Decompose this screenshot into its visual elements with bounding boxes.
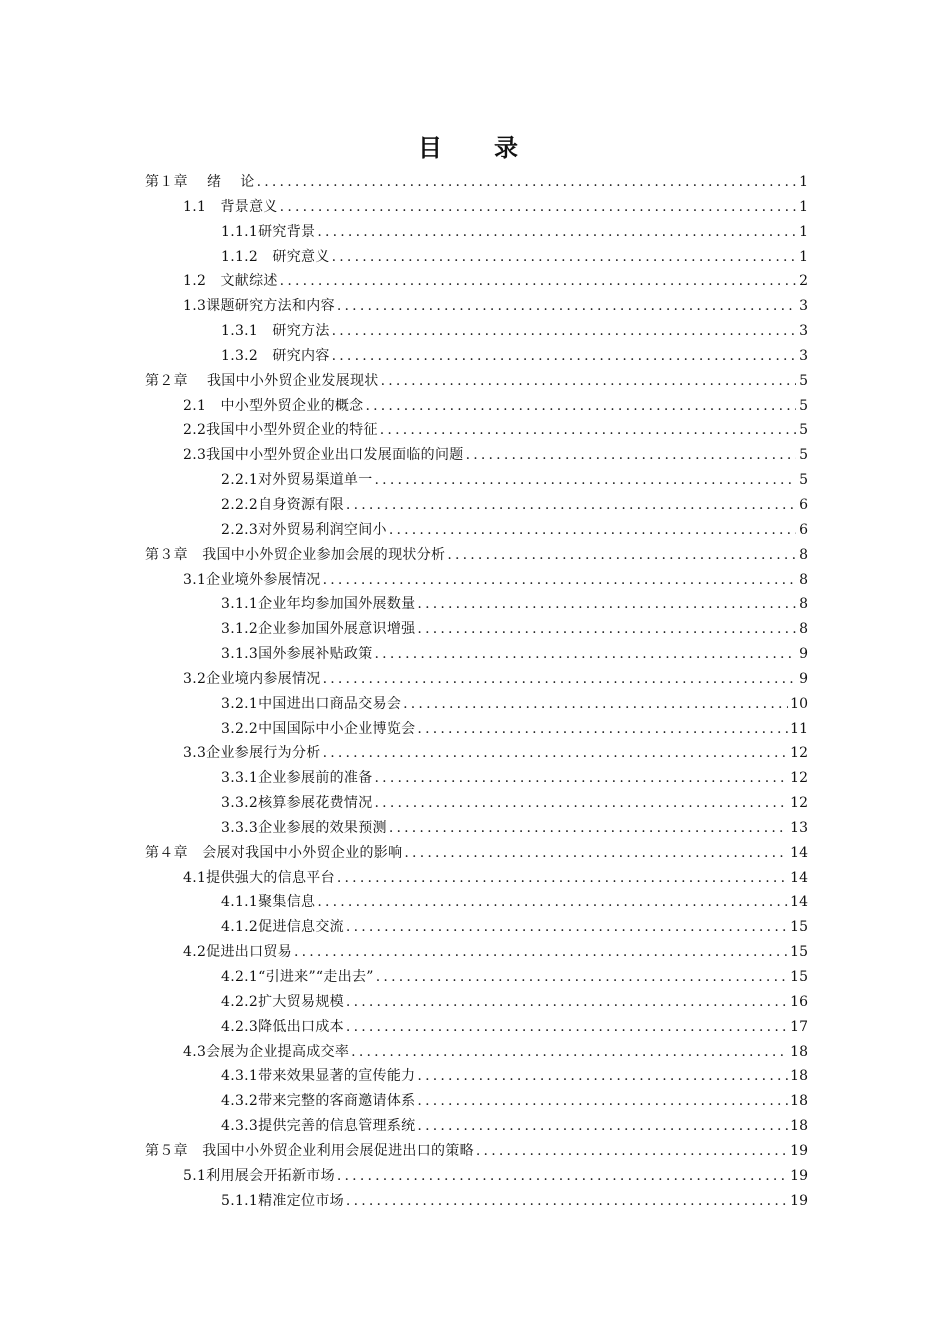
table-of-contents — [145, 170, 808, 1213]
toc-entry[interactable] — [145, 1164, 808, 1189]
toc-entry-title: 4.2促进出口贸易 — [183, 944, 292, 961]
toc-entry[interactable] — [145, 717, 808, 742]
toc-entry-title: 1.2 文献综述 — [183, 273, 278, 290]
toc-entry[interactable] — [145, 468, 808, 493]
toc-entry-title: 2.2.3对外贸易利润空间小 — [221, 521, 387, 538]
toc-entry[interactable] — [145, 394, 808, 419]
page-title: 目 录 — [418, 134, 532, 162]
toc-entry[interactable] — [145, 1089, 808, 1114]
toc-entry-title: 4.1.2促进信息交流 — [221, 919, 344, 936]
toc-entry-title: 5.1利用展会开拓新市场 — [183, 1167, 335, 1184]
toc-leader-dots — [332, 245, 796, 270]
toc-entry[interactable] — [145, 915, 808, 940]
toc-leader-dots — [417, 592, 796, 617]
toc-page-number: 12 — [790, 770, 808, 787]
toc-entry-title: 4.2.2扩大贸易规模 — [221, 993, 344, 1010]
toc-entry[interactable] — [145, 294, 808, 319]
toc-entry[interactable] — [145, 195, 808, 220]
toc-entry-title: 2.2.1对外贸易渠道单一 — [221, 472, 373, 489]
toc-entry-title: 3.1.2企业参加国外展意识增强 — [221, 621, 416, 638]
toc-page-number: 5 — [799, 397, 808, 414]
toc-leader-dots — [346, 493, 796, 518]
toc-page-number: 5 — [799, 422, 808, 439]
toc-entry[interactable] — [145, 940, 808, 965]
toc-entry-title: 4.2.3降低出口成本 — [221, 1018, 344, 1035]
toc-leader-dots — [417, 1089, 788, 1114]
toc-entry-title: 4.2.1“引进来”“走出去” — [221, 969, 374, 985]
toc-leader-dots — [476, 1139, 788, 1164]
toc-entry[interactable] — [145, 841, 808, 866]
toc-leader-dots — [404, 841, 788, 866]
toc-page-number: 8 — [799, 571, 808, 588]
toc-leader-dots — [351, 1040, 788, 1065]
toc-leader-dots — [466, 443, 796, 468]
toc-leader-dots — [323, 741, 789, 766]
toc-page-number: 13 — [790, 819, 808, 836]
toc-entry[interactable] — [145, 245, 808, 270]
toc-leader-dots — [332, 344, 796, 369]
toc-entry[interactable] — [145, 791, 808, 816]
toc-entry[interactable] — [145, 667, 808, 692]
toc-page-number: 17 — [790, 1018, 808, 1035]
toc-page-number: 11 — [790, 720, 808, 737]
toc-entry-title: 5.1.1精准定位市场 — [221, 1192, 344, 1209]
toc-page-number: 5 — [799, 372, 808, 389]
toc-entry[interactable] — [145, 741, 808, 766]
toc-page-number: 6 — [799, 496, 808, 513]
toc-entry[interactable] — [145, 344, 808, 369]
toc-entry[interactable] — [145, 1189, 808, 1214]
toc-entry[interactable] — [145, 443, 808, 468]
toc-leader-dots — [381, 369, 796, 394]
toc-entry-title: 3.3企业参展行为分析 — [183, 745, 321, 762]
toc-entry[interactable] — [145, 990, 808, 1015]
toc-page-number: 18 — [790, 1043, 808, 1060]
toc-entry[interactable] — [145, 319, 808, 344]
toc-leader-dots — [389, 816, 788, 841]
toc-page-number: 5 — [799, 472, 808, 489]
toc-leader-dots — [280, 269, 796, 294]
toc-entry[interactable] — [145, 269, 808, 294]
toc-page-number: 8 — [799, 596, 808, 613]
toc-entry[interactable] — [145, 890, 808, 915]
toc-entry[interactable] — [145, 220, 808, 245]
toc-entry-title: 1.3课题研究方法和内容 — [183, 298, 335, 315]
toc-entry-title: 3.2企业境内参展情况 — [183, 670, 321, 687]
toc-page-number: 15 — [790, 919, 808, 936]
toc-page-number: 5 — [799, 447, 808, 464]
toc-entry-title: 1.1.2 研究意义 — [221, 248, 330, 265]
toc-entry[interactable] — [145, 543, 808, 568]
toc-entry-title: 3.2.1中国进出口商品交易会 — [221, 695, 402, 712]
toc-entry[interactable] — [145, 1015, 808, 1040]
toc-entry-title: 4.3.1带来效果显著的宣传能力 — [221, 1068, 416, 1085]
toc-leader-dots — [317, 220, 796, 245]
toc-page-number: 16 — [790, 993, 808, 1010]
toc-entry-title: 1.1 背景意义 — [183, 198, 278, 215]
toc-leader-dots — [417, 717, 788, 742]
toc-entry[interactable] — [145, 642, 808, 667]
toc-page-number: 1 — [799, 174, 808, 190]
toc-entry-title: 2.2.2自身资源有限 — [221, 496, 344, 513]
toc-page-number: 18 — [790, 1118, 808, 1135]
toc-entry[interactable] — [145, 866, 808, 891]
toc-page-number: 18 — [790, 1093, 808, 1110]
toc-entry-title: 3.1.3国外参展补贴政策 — [221, 646, 373, 663]
toc-leader-dots — [346, 990, 788, 1015]
toc-page-number: 14 — [790, 844, 808, 861]
toc-entry[interactable] — [145, 1064, 808, 1089]
toc-entry-title: 3.1.1企业年均参加国外展数量 — [221, 596, 416, 613]
toc-entry-title: 1.3.2 研究内容 — [221, 347, 330, 364]
toc-entry-title: 4.3会展为企业提高成交率 — [183, 1043, 350, 1060]
toc-leader-dots — [375, 766, 789, 791]
toc-page-number: 12 — [790, 795, 808, 812]
toc-page-number: 19 — [790, 1142, 808, 1159]
toc-page-number: 8 — [799, 621, 808, 638]
toc-leader-dots — [447, 543, 796, 568]
toc-leader-dots — [375, 791, 789, 816]
toc-page-number: 14 — [790, 869, 808, 886]
toc-page-number: 18 — [790, 1068, 808, 1085]
toc-page-number: 19 — [790, 1167, 808, 1184]
toc-page-number: 1 — [799, 198, 808, 215]
toc-leader-dots — [332, 319, 796, 344]
toc-leader-dots — [346, 1189, 788, 1214]
toc-leader-dots — [294, 940, 788, 965]
toc-page-number: 9 — [799, 670, 808, 687]
toc-page-number: 3 — [799, 323, 808, 340]
toc-leader-dots — [365, 394, 796, 419]
toc-entry-title: 3.3.1企业参展前的准备 — [221, 770, 373, 787]
toc-leader-dots — [323, 568, 796, 593]
toc-entry[interactable] — [145, 518, 808, 543]
toc-entry[interactable] — [145, 1040, 808, 1065]
toc-page-number: 19 — [790, 1192, 808, 1209]
toc-entry-title: 3.3.3企业参展的效果预测 — [221, 819, 387, 836]
toc-page-number: 15 — [790, 969, 808, 985]
toc-leader-dots — [375, 468, 796, 493]
toc-leader-dots — [337, 294, 796, 319]
toc-page-number: 6 — [799, 521, 808, 538]
toc-leader-dots — [337, 1164, 788, 1189]
toc-entry[interactable] — [145, 170, 808, 195]
toc-leader-dots — [375, 642, 796, 667]
toc-entry-title: 1.1.1研究背景 — [221, 223, 316, 240]
toc-entry-title: 第２章 我国中小外贸企业发展现状 — [145, 372, 379, 389]
toc-page-number: 12 — [790, 745, 808, 762]
toc-entry[interactable] — [145, 1114, 808, 1139]
toc-page-number: 2 — [799, 273, 808, 290]
toc-entry[interactable] — [145, 766, 808, 791]
toc-entry-title: 3.2.2中国国际中小企业博览会 — [221, 720, 416, 737]
toc-leader-dots — [257, 170, 796, 195]
toc-entry-title: 4.3.2带来完整的客商邀请体系 — [221, 1093, 416, 1110]
toc-leader-dots — [417, 1114, 788, 1139]
toc-leader-dots — [403, 692, 788, 717]
toc-entry[interactable] — [145, 493, 808, 518]
toc-leader-dots — [346, 915, 788, 940]
toc-entry-title: 1.3.1 研究方法 — [221, 323, 330, 340]
toc-entry-title: 4.1.1聚集信息 — [221, 894, 316, 911]
toc-leader-dots — [417, 1064, 788, 1089]
toc-leader-dots — [323, 667, 796, 692]
toc-page-number: 8 — [799, 546, 808, 563]
toc-entry[interactable] — [145, 965, 808, 990]
toc-entry[interactable] — [145, 816, 808, 841]
toc-page-number: 1 — [799, 223, 808, 240]
toc-entry-title: 3.1企业境外参展情况 — [183, 571, 321, 588]
toc-entry[interactable] — [145, 1139, 808, 1164]
toc-page-number: 9 — [799, 646, 808, 663]
toc-entry-title: 2.3我国中小型外贸企业出口发展面临的问题 — [183, 447, 464, 464]
toc-entry-title: 第５章 我国中小外贸企业利用会展促进出口的策略 — [145, 1142, 474, 1159]
toc-page-number: 15 — [790, 944, 808, 961]
toc-page-number: 3 — [799, 347, 808, 364]
toc-entry-title: 2.1 中小型外贸企业的概念 — [183, 397, 364, 414]
toc-leader-dots — [280, 195, 796, 220]
toc-leader-dots — [376, 965, 788, 990]
toc-entry[interactable] — [145, 418, 808, 443]
toc-entry-title: 2.2我国中小型外贸企业的特征 — [183, 422, 378, 439]
toc-entry-title: 第４章 会展对我国中小外贸企业的影响 — [145, 844, 403, 861]
toc-leader-dots — [380, 418, 796, 443]
toc-entry[interactable] — [145, 568, 808, 593]
toc-leader-dots — [346, 1015, 788, 1040]
toc-page-number: 1 — [799, 248, 808, 265]
toc-page-number: 3 — [799, 298, 808, 315]
toc-entry-title: 4.3.3提供完善的信息管理系统 — [221, 1118, 416, 1135]
toc-page-number: 14 — [790, 894, 808, 911]
toc-entry[interactable] — [145, 617, 808, 642]
toc-leader-dots — [389, 518, 796, 543]
toc-leader-dots — [337, 866, 788, 891]
toc-entry[interactable] — [145, 592, 808, 617]
toc-leader-dots — [417, 617, 796, 642]
toc-entry-title: 第３章 我国中小外贸企业参加会展的现状分析 — [145, 546, 446, 563]
toc-entry-title: 4.1提供强大的信息平台 — [183, 869, 335, 886]
toc-entry[interactable] — [145, 369, 808, 394]
toc-entry[interactable] — [145, 692, 808, 717]
toc-entry-title: 3.3.2核算参展花费情况 — [221, 795, 373, 812]
toc-entry-title: 第１章 绪 论 — [145, 174, 255, 190]
toc-page-number: 10 — [790, 695, 808, 712]
toc-leader-dots — [317, 890, 788, 915]
